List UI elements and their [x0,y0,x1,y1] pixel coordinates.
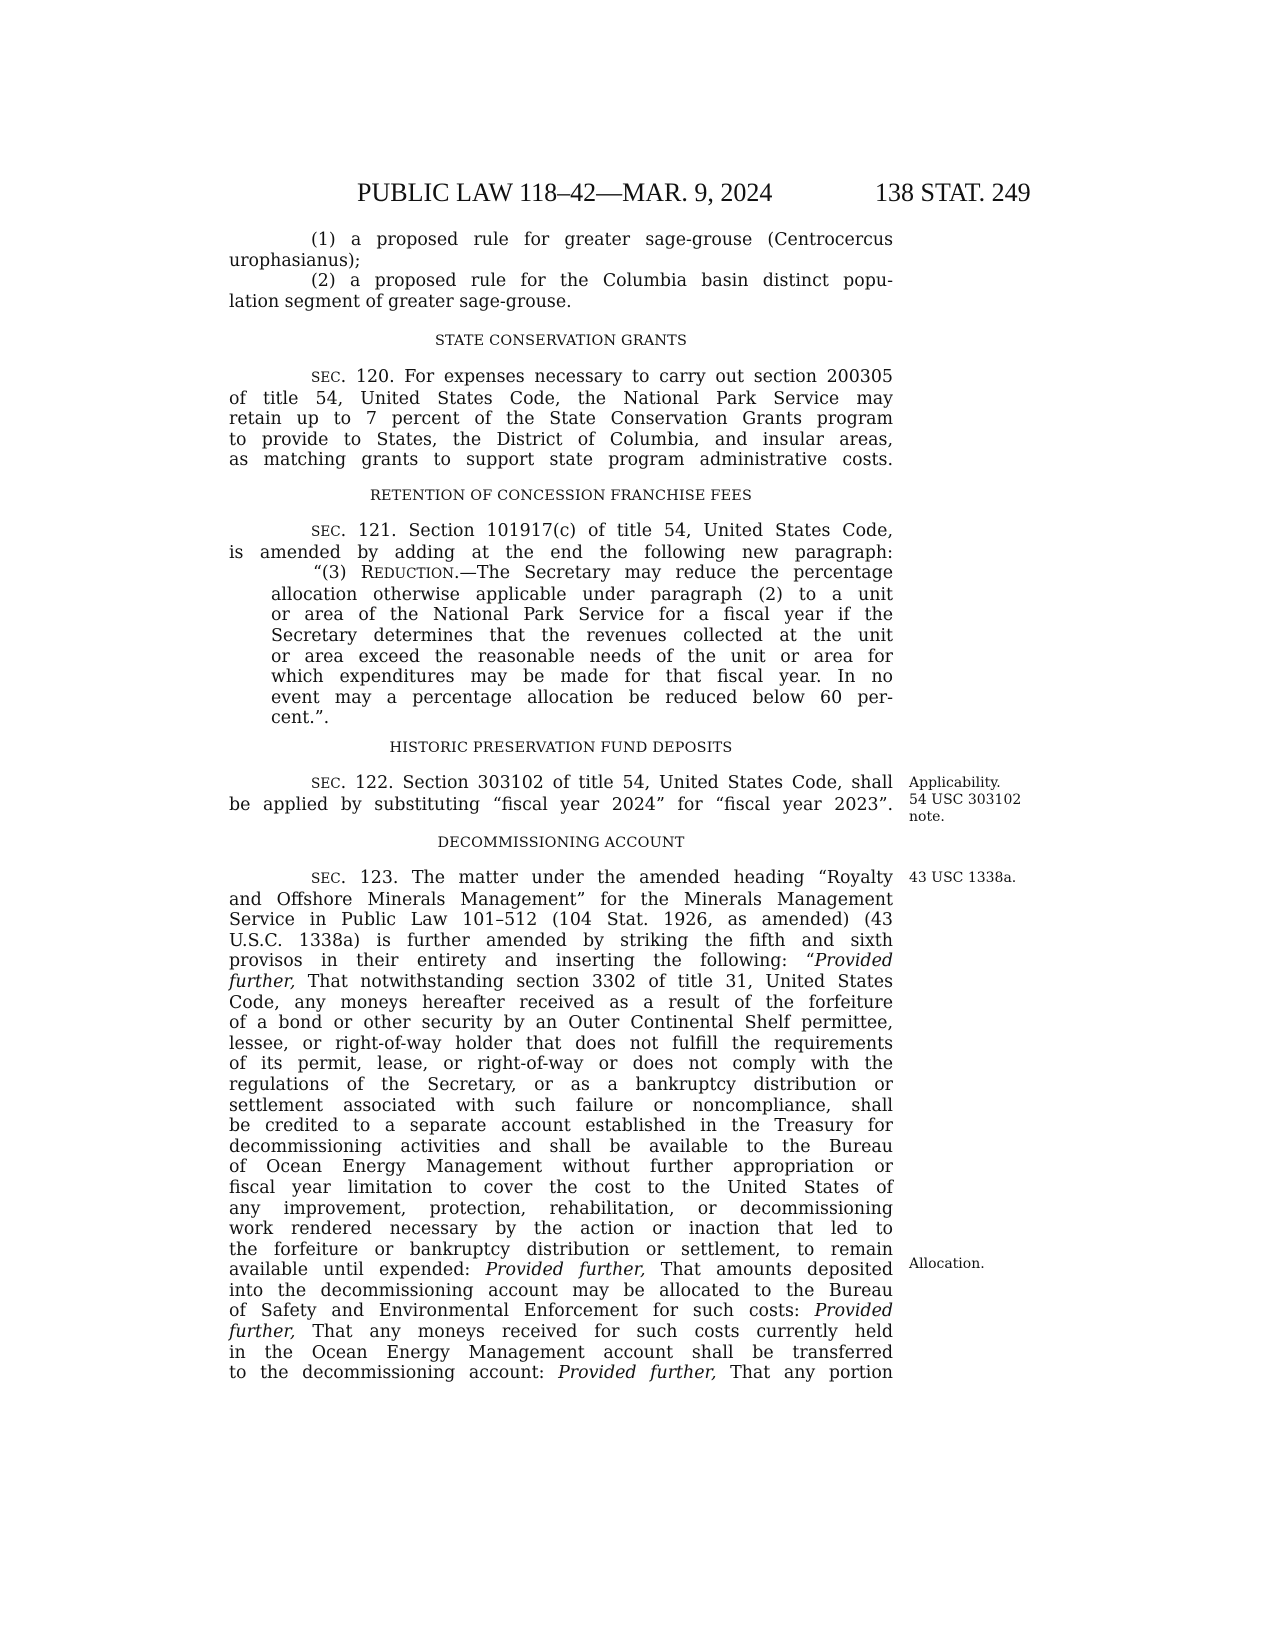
section-123 [229,868,893,1384]
running-header-page: 138 STAT. 249 [875,178,1031,207]
section-120 [229,367,893,471]
section-heading: STATE CONSERVATION GRANTS [434,333,688,349]
list-item-1-line-1: (1) a proposed rule for greater sage-grouse (Centrocercus [311,230,893,250]
section-123-line: Service in Public Law 101–512 (104 Stat. 1926, as amended) (43 [229,910,893,931]
list-item-2-line-1: (2) a proposed rule for the Columbia basin distinct popu- [311,271,893,292]
section-123-line: decommissioning activities and shall be available to the Bureau [229,1136,893,1157]
section-123-line: of Ocean Energy Management without further appropriation or [229,1157,893,1178]
section-121-line: is amended by adding at the end the following new paragraph: [229,542,893,563]
section-120-heading-wrap [229,331,893,352]
quoted-line: which expenditures may be made for that fiscal year. In no [271,667,893,688]
section-122-line: SEC. 122. Section 303102 of title 54, United States Code, shall [311,773,893,793]
section-123-line: into the decommissioning account may be allocated to the Bureau [229,1280,893,1301]
section-120-line: SEC. 120. For expenses necessary to carry out section 200305 [311,367,893,387]
margin-note-usc: 43 USC 1338a. [909,870,1017,886]
section-121 [229,521,893,729]
section-123-line: settlement associated with such failure or noncompliance, shall [229,1095,893,1116]
quoted-line: or area exceed the reasonable needs of the unit or area for [271,646,893,667]
section-heading: DECOMMISSIONING ACCOUNT [437,835,685,851]
section-122-heading-wrap [229,738,893,759]
margin-note-line: note. [909,809,945,825]
section-123-line: be credited to a separate account established in the Treasury for [229,1116,893,1137]
section-123-heading-wrap [229,833,893,854]
section-123-line: regulations of the Secretary, or as a bankruptcy distribution or [229,1074,893,1095]
margin-note-line: Applicability. [909,775,1001,791]
list-item-1-line-2: urophasianus); [229,250,361,271]
quoted-line: or area of the National Park Service for a fiscal year if the [271,605,893,626]
quoted-line: allocation otherwise applicable under paragraph (2) to a unit [271,584,893,605]
section-123-line: provisos in their entirety and inserting the following: “Provided [229,951,893,972]
section-122 [229,773,893,815]
margin-note-line: 54 USC 303102 [909,792,1022,808]
quoted-line: cent.”. [271,708,330,729]
section-123-line: SEC. 123. The matter under the amended heading “Royalty [311,868,893,888]
quoted-paragraph [229,563,893,729]
section-121-heading-wrap [229,486,893,507]
running-header-title: PUBLIC LAW 118–42—MAR. 9, 2024 [357,178,773,207]
section-123-line: and Offshore Minerals Management” for the Minerals Management [229,889,893,910]
section-123-line: the forfeiture or bankruptcy distribution or settlement, to remain [229,1239,893,1260]
section-121-line: SEC. 121. Section 101917(c) of title 54, United States Code, [311,521,893,541]
section-120-line: retain up to 7 percent of the State Conservation Grants program [229,409,893,430]
section-123-line: fiscal year limitation to cover the cost to the United States of [229,1177,893,1198]
quoted-line: Secretary determines that the revenues collected at the unit [271,625,893,646]
list-item-2-line-2: lation segment of greater sage-grouse. [229,291,572,312]
margin-note-allocation: Allocation. [909,1256,985,1272]
section-123-line: Code, any moneys hereafter received as a result of the forfeiture [229,992,893,1013]
section-heading: RETENTION OF CONCESSION FRANCHISE FEES [369,488,753,504]
section-123-line: of a bond or other security by an Outer Continental Shelf permittee, [229,1013,893,1034]
margin-note-applicability [909,775,1021,826]
section-123-line: to the decommissioning account: Provided further, That any portion [229,1363,893,1384]
section-120-line: of title 54, United States Code, the National Park Service may [229,388,893,409]
section-120-line: to provide to States, the District of Columbia, and insular areas, [229,429,893,450]
section-heading: HISTORIC PRESERVATION FUND DEPOSITS [389,740,733,756]
section-123-line: further, That any moneys received for such costs currently held [229,1322,893,1343]
section-120-line: as matching grants to support state program administrative costs. [229,450,893,471]
section-123-line: of Safety and Environmental Enforcement for such costs: Provided [229,1301,893,1322]
section-123-line: available until expended: Provided further, That amounts deposited [229,1260,893,1281]
section-123-line: of its permit, lease, or right-of-way or does not comply with the [229,1054,893,1075]
section-123-line: further, That notwithstanding section 3302 of title 31, United States [229,971,893,992]
section-123-line: in the Ocean Energy Management account shall be transferred [229,1342,893,1363]
quoted-line: “(3) REDUCTION.—The Secretary may reduce the percentage [313,563,894,584]
section-123-line: work rendered necessary by the action or inaction that led to [229,1219,893,1240]
section-123-line: lessee, or right-of-way holder that does not fulfill the requirements [229,1033,893,1054]
quoted-line: event may a percentage allocation be reduced below 60 per- [271,687,893,708]
list-block [229,230,893,312]
section-123-line: U.S.C. 1338a) is further amended by striking the fifth and sixth [229,930,893,951]
section-122-line: be applied by substituting “fiscal year 2024” for “fiscal year 2023”. [229,794,893,815]
section-123-line: any improvement, protection, rehabilitation, or decommissioning [229,1198,893,1219]
